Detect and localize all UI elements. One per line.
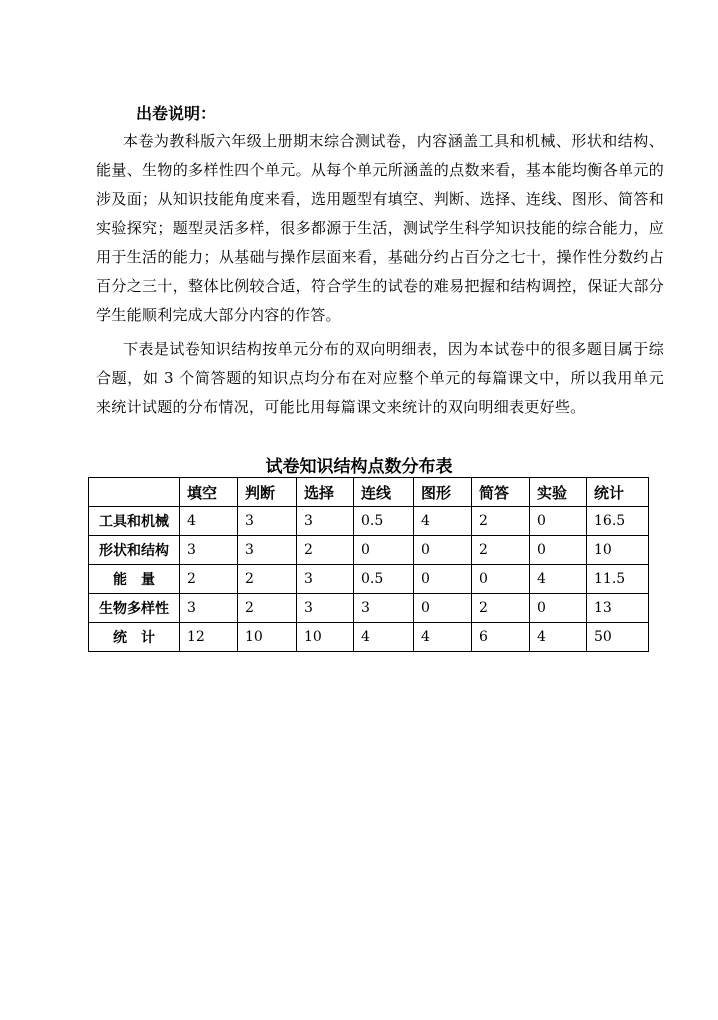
table-cell: 16.5 xyxy=(587,507,649,536)
table-cell: 4 xyxy=(354,623,414,652)
table-cell: 2 xyxy=(472,536,530,565)
column-header: 实验 xyxy=(530,478,587,507)
table-cell: 3 xyxy=(297,594,354,623)
column-header: 填空 xyxy=(180,478,238,507)
table-cell: 3 xyxy=(238,507,297,536)
table-cell: 0 xyxy=(414,594,472,623)
corner-cell xyxy=(89,478,180,507)
table-cell: 3 xyxy=(238,536,297,565)
table-cell: 4 xyxy=(414,623,472,652)
column-header: 选择 xyxy=(297,478,354,507)
table-cell: 0 xyxy=(530,536,587,565)
row-label: 形状和结构 xyxy=(89,536,180,565)
column-header: 图形 xyxy=(414,478,472,507)
table-explanation-paragraph: 下表是试卷知识结构按单元分布的双向明细表，因为本试卷中的很多题目属于综合题，如 3 个简答题的知识点均分布在对应整个单元的每篇课文中，所以我用单元来统计试题的分布情况，可能比用每篇课文来统计的双向明细表更好些。 xyxy=(96,340,664,416)
column-header: 连线 xyxy=(354,478,414,507)
table-cell: 10 xyxy=(238,623,297,652)
document-heading: 出卷说明： xyxy=(136,104,217,123)
column-header: 统计 xyxy=(587,478,649,507)
table-cell: 3 xyxy=(180,594,238,623)
table-cell: 0 xyxy=(354,536,414,565)
table-row xyxy=(89,594,649,623)
row-label: 工具和机械 xyxy=(89,507,180,536)
table-title: 试卷知识结构点数分布表 xyxy=(265,457,453,477)
table-cell: 13 xyxy=(587,594,649,623)
table-cell: 0.5 xyxy=(354,565,414,594)
table-row xyxy=(89,536,649,565)
table-cell: 3 xyxy=(297,565,354,594)
distribution-table xyxy=(88,477,649,652)
table-cell: 11.5 xyxy=(587,565,649,594)
table-cell: 4 xyxy=(530,565,587,594)
column-header: 简答 xyxy=(472,478,530,507)
table-cell: 3 xyxy=(354,594,414,623)
table-cell: 2 xyxy=(180,565,238,594)
table-cell: 2 xyxy=(297,536,354,565)
table-cell: 2 xyxy=(238,565,297,594)
table-cell: 0 xyxy=(530,594,587,623)
table-cell: 2 xyxy=(472,594,530,623)
table-cell: 10 xyxy=(587,536,649,565)
table-cell: 12 xyxy=(180,623,238,652)
table-cell: 0 xyxy=(414,536,472,565)
row-label: 生物多样性 xyxy=(89,594,180,623)
table-cell: 4 xyxy=(180,507,238,536)
table-cell: 3 xyxy=(297,507,354,536)
table-row xyxy=(89,565,649,594)
table-cell: 4 xyxy=(414,507,472,536)
table-cell: 0.5 xyxy=(354,507,414,536)
table-cell: 2 xyxy=(238,594,297,623)
table-row xyxy=(89,507,649,536)
table-cell: 4 xyxy=(530,623,587,652)
table-cell: 50 xyxy=(587,623,649,652)
table-cell: 10 xyxy=(297,623,354,652)
table-cell: 2 xyxy=(472,507,530,536)
table-cell: 0 xyxy=(472,565,530,594)
column-header: 判断 xyxy=(238,478,297,507)
table-cell: 6 xyxy=(472,623,530,652)
row-label: 统 计 xyxy=(89,623,180,652)
table-cell: 0 xyxy=(414,565,472,594)
row-label: 能 量 xyxy=(89,565,180,594)
table-cell: 3 xyxy=(180,536,238,565)
table-header-row xyxy=(89,478,649,507)
table-total-row xyxy=(89,623,649,652)
intro-paragraph: 本卷为教科版六年级上册期末综合测试卷，内容涵盖工具和机械、形状和结构、能量、生物的多样性四个单元。从每个单元所涵盖的点数来看，基本能均衡各单元的涉及面；从知识技能角度来看，选用题型有填空、判断、选择、连线、图形、简答和实验探究；题型灵活多样，很多都源于生活，测试学生科学知识技能的综合能力，应用于生活的能力；从基础与操作层面来看，基础分约占百分之七十，操作性分数约占百分之三十，整体比例较合适，符合学生的试卷的难易把握和结构调控，保证大部分学生能顺利完成大部分内容的作答。 xyxy=(96,132,664,324)
table-cell: 0 xyxy=(530,507,587,536)
